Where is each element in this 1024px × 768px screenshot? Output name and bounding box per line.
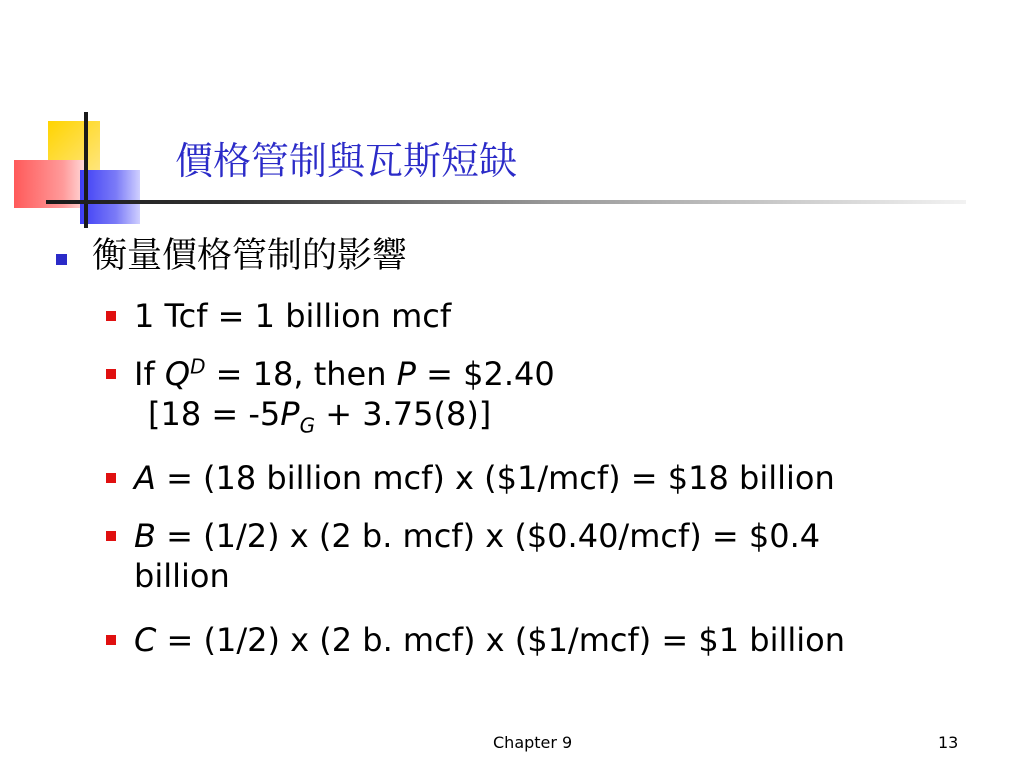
footer-page-number: 13: [938, 733, 959, 752]
bullet-level1-text: 衡量價格管制的影響: [92, 236, 408, 276]
bullet-item-2-line-1: If $Q^D = 18$, then P = $2.40: [134, 354, 555, 393]
title-underline-rule: [46, 200, 966, 204]
footer-chapter: Chapter 9: [493, 733, 573, 752]
square-bullet-icon: [106, 369, 116, 379]
bullet-item-2-text: [134, 354, 934, 438]
bullet-item-3-text: A = (18 billion mcf) x ($1/mcf) = $18 billion: [134, 459, 835, 497]
bullet-item-4-text: B = (1/2) x (2 b. mcf) x ($0.40/mcf) = $0.4 billion: [134, 517, 821, 595]
bullet-item-1-text: 1 Tcf = 1 billion mcf: [134, 297, 452, 335]
square-bullet-icon: [106, 311, 116, 321]
bullet-item-2-line-2: $[18 = -5P_G + 3.75(8)]$: [148, 395, 492, 438]
square-bullet-icon: [106, 531, 116, 541]
slide-title: 價格管制與瓦斯短缺: [175, 139, 518, 183]
square-bullet-icon: [56, 254, 67, 265]
vertical-rule: [84, 112, 88, 228]
bullet-item-5-text: C = (1/2) x (2 b. mcf) x ($1/mcf) = $1 billion: [134, 621, 845, 659]
square-bullet-icon: [106, 473, 116, 483]
square-bullet-icon: [106, 635, 116, 645]
blue-square-decoration: [80, 170, 140, 224]
slide-logo-decoration: [0, 0, 1024, 240]
